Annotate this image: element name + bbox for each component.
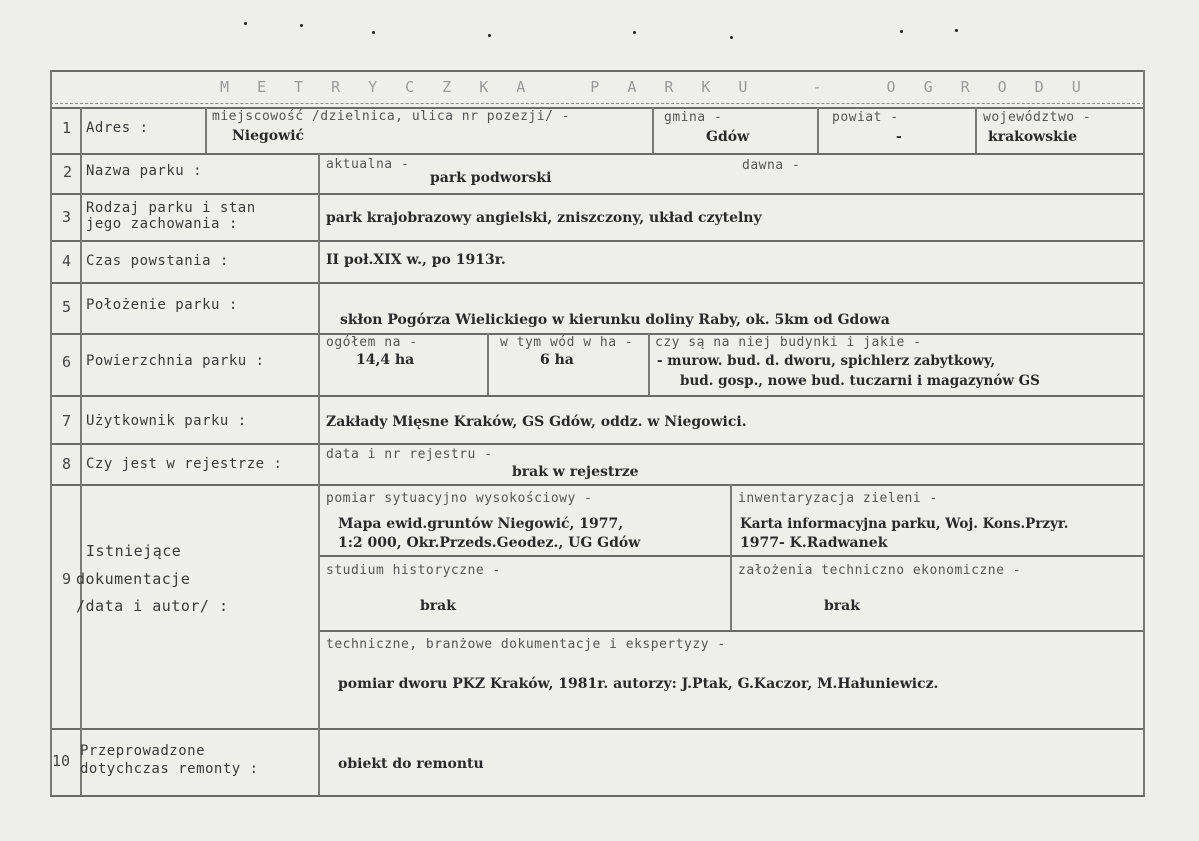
row-number: 5: [62, 298, 72, 316]
area-label: Powierzchnia parku :: [86, 353, 265, 369]
register-value: brak w rejestrze: [512, 464, 639, 480]
punch-dot: [900, 30, 903, 33]
documentation-label-2: dokumentacje: [76, 570, 191, 588]
punch-dot: [633, 31, 636, 34]
punch-dot: [300, 24, 303, 27]
park-type-label: Rodzaj parku i stan: [86, 200, 256, 216]
water-area-value: 6 ha: [540, 352, 574, 368]
park-name-label: Nazwa parku :: [86, 163, 203, 179]
row-number: 8: [62, 455, 72, 473]
row-number: 1: [62, 119, 72, 137]
locality-value: Niegowić: [232, 128, 305, 144]
row-number: 7: [62, 412, 72, 430]
page-title: METRYCZKA PARKU - OGRODU: [220, 78, 1109, 96]
history-study-value: brak: [420, 598, 456, 614]
greenery-caption: inwentaryzacja zieleni -: [738, 491, 938, 506]
row-number: 9: [62, 570, 72, 588]
documentation-label-3: /data i autor/ :: [76, 597, 229, 615]
row-number: 3: [62, 208, 72, 226]
buildings-value-2: bud. gosp., nowe bud. tuczarni i magazynów GS: [680, 373, 1040, 389]
user-label: Użytkownik parku :: [86, 413, 247, 429]
voivodeship-value: krakowskie: [988, 129, 1078, 145]
register-caption: data i nr rejestru -: [326, 447, 493, 462]
survey-caption: pomiar sytuacyjno wysokościowy -: [326, 491, 593, 506]
renovations-value: obiekt do remontu: [338, 756, 484, 772]
register-label: Czy jest w rejestrze :: [86, 456, 283, 472]
current-name-value: park podworski: [430, 170, 552, 186]
documentation-label-1: Istniejące: [86, 542, 182, 560]
technical-assumptions-caption: założenia techniczno ekonomiczne -: [738, 563, 1022, 578]
county-caption: powiat -: [832, 110, 899, 125]
history-study-caption: studium historyczne -: [326, 563, 501, 578]
total-area-caption: ogółem na -: [326, 335, 418, 350]
location-value: skłon Pogórza Wielickiego w kierunku doliny Raby, ok. 5km od Gdowa: [340, 312, 890, 328]
renovations-label-2: dotychczas remonty :: [80, 761, 259, 777]
current-name-caption: aktualna -: [326, 157, 410, 172]
locality-caption: miejscowość /dzielnica, ulica nr pozezji/ -: [212, 109, 571, 124]
punch-dot: [488, 34, 491, 37]
commune-value: Gdów: [706, 129, 750, 145]
row-number: 6: [62, 353, 72, 371]
survey-value-1: Mapa ewid.gruntów Niegowić, 1977,: [338, 516, 624, 532]
punch-dot: [244, 22, 247, 25]
total-area-value: 14,4 ha: [356, 352, 415, 368]
punch-dot: [372, 31, 375, 34]
greenery-value-2: 1977- K.Radwanek: [740, 535, 888, 551]
county-value: -: [896, 129, 902, 145]
technical-docs-value: pomiar dworu PKZ Kraków, 1981r. autorzy: J.Ptak, G.Kaczor, M.Hałuniewicz.: [338, 676, 939, 692]
buildings-caption: czy są na niej budynki i jakie -: [655, 335, 922, 350]
renovations-label-1: Przeprowadzone: [80, 743, 206, 759]
origin-time-label: Czas powstania :: [86, 253, 229, 269]
row-number: 10: [52, 752, 71, 770]
row-number: 2: [63, 163, 73, 181]
technical-assumptions-value: brak: [824, 598, 860, 614]
park-type-value: park krajobrazowy angielski, zniszczony, układ czytelny: [326, 210, 762, 226]
greenery-value-1: Karta informacyjna parku, Woj. Kons.Przyr.: [740, 516, 1069, 532]
punch-dot: [955, 29, 958, 32]
voivodeship-caption: województwo -: [983, 110, 1092, 125]
commune-caption: gmina -: [664, 110, 723, 125]
user-value: Zakłady Mięsne Kraków, GS Gdów, oddz. w Niegowici.: [326, 414, 747, 430]
punch-dot: [730, 36, 733, 39]
survey-value-2: 1:2 000, Okr.Przeds.Geodez., UG Gdów: [338, 535, 641, 551]
buildings-value-1: - murow. bud. d. dworu, spichlerz zabytkowy,: [657, 353, 996, 369]
row-number: 4: [62, 252, 72, 270]
former-name-caption: dawna -: [742, 158, 801, 173]
address-label: Adres :: [86, 120, 149, 136]
location-label: Położenie parku :: [86, 297, 238, 313]
water-area-caption: w tym wód w ha -: [500, 335, 634, 350]
park-type-label-2: jego zachowania :: [86, 216, 238, 232]
origin-time-value: II poł.XIX w., po 1913r.: [326, 252, 506, 268]
technical-docs-caption: techniczne, branżowe dokumentacje i ekspertyzy -: [326, 637, 726, 652]
